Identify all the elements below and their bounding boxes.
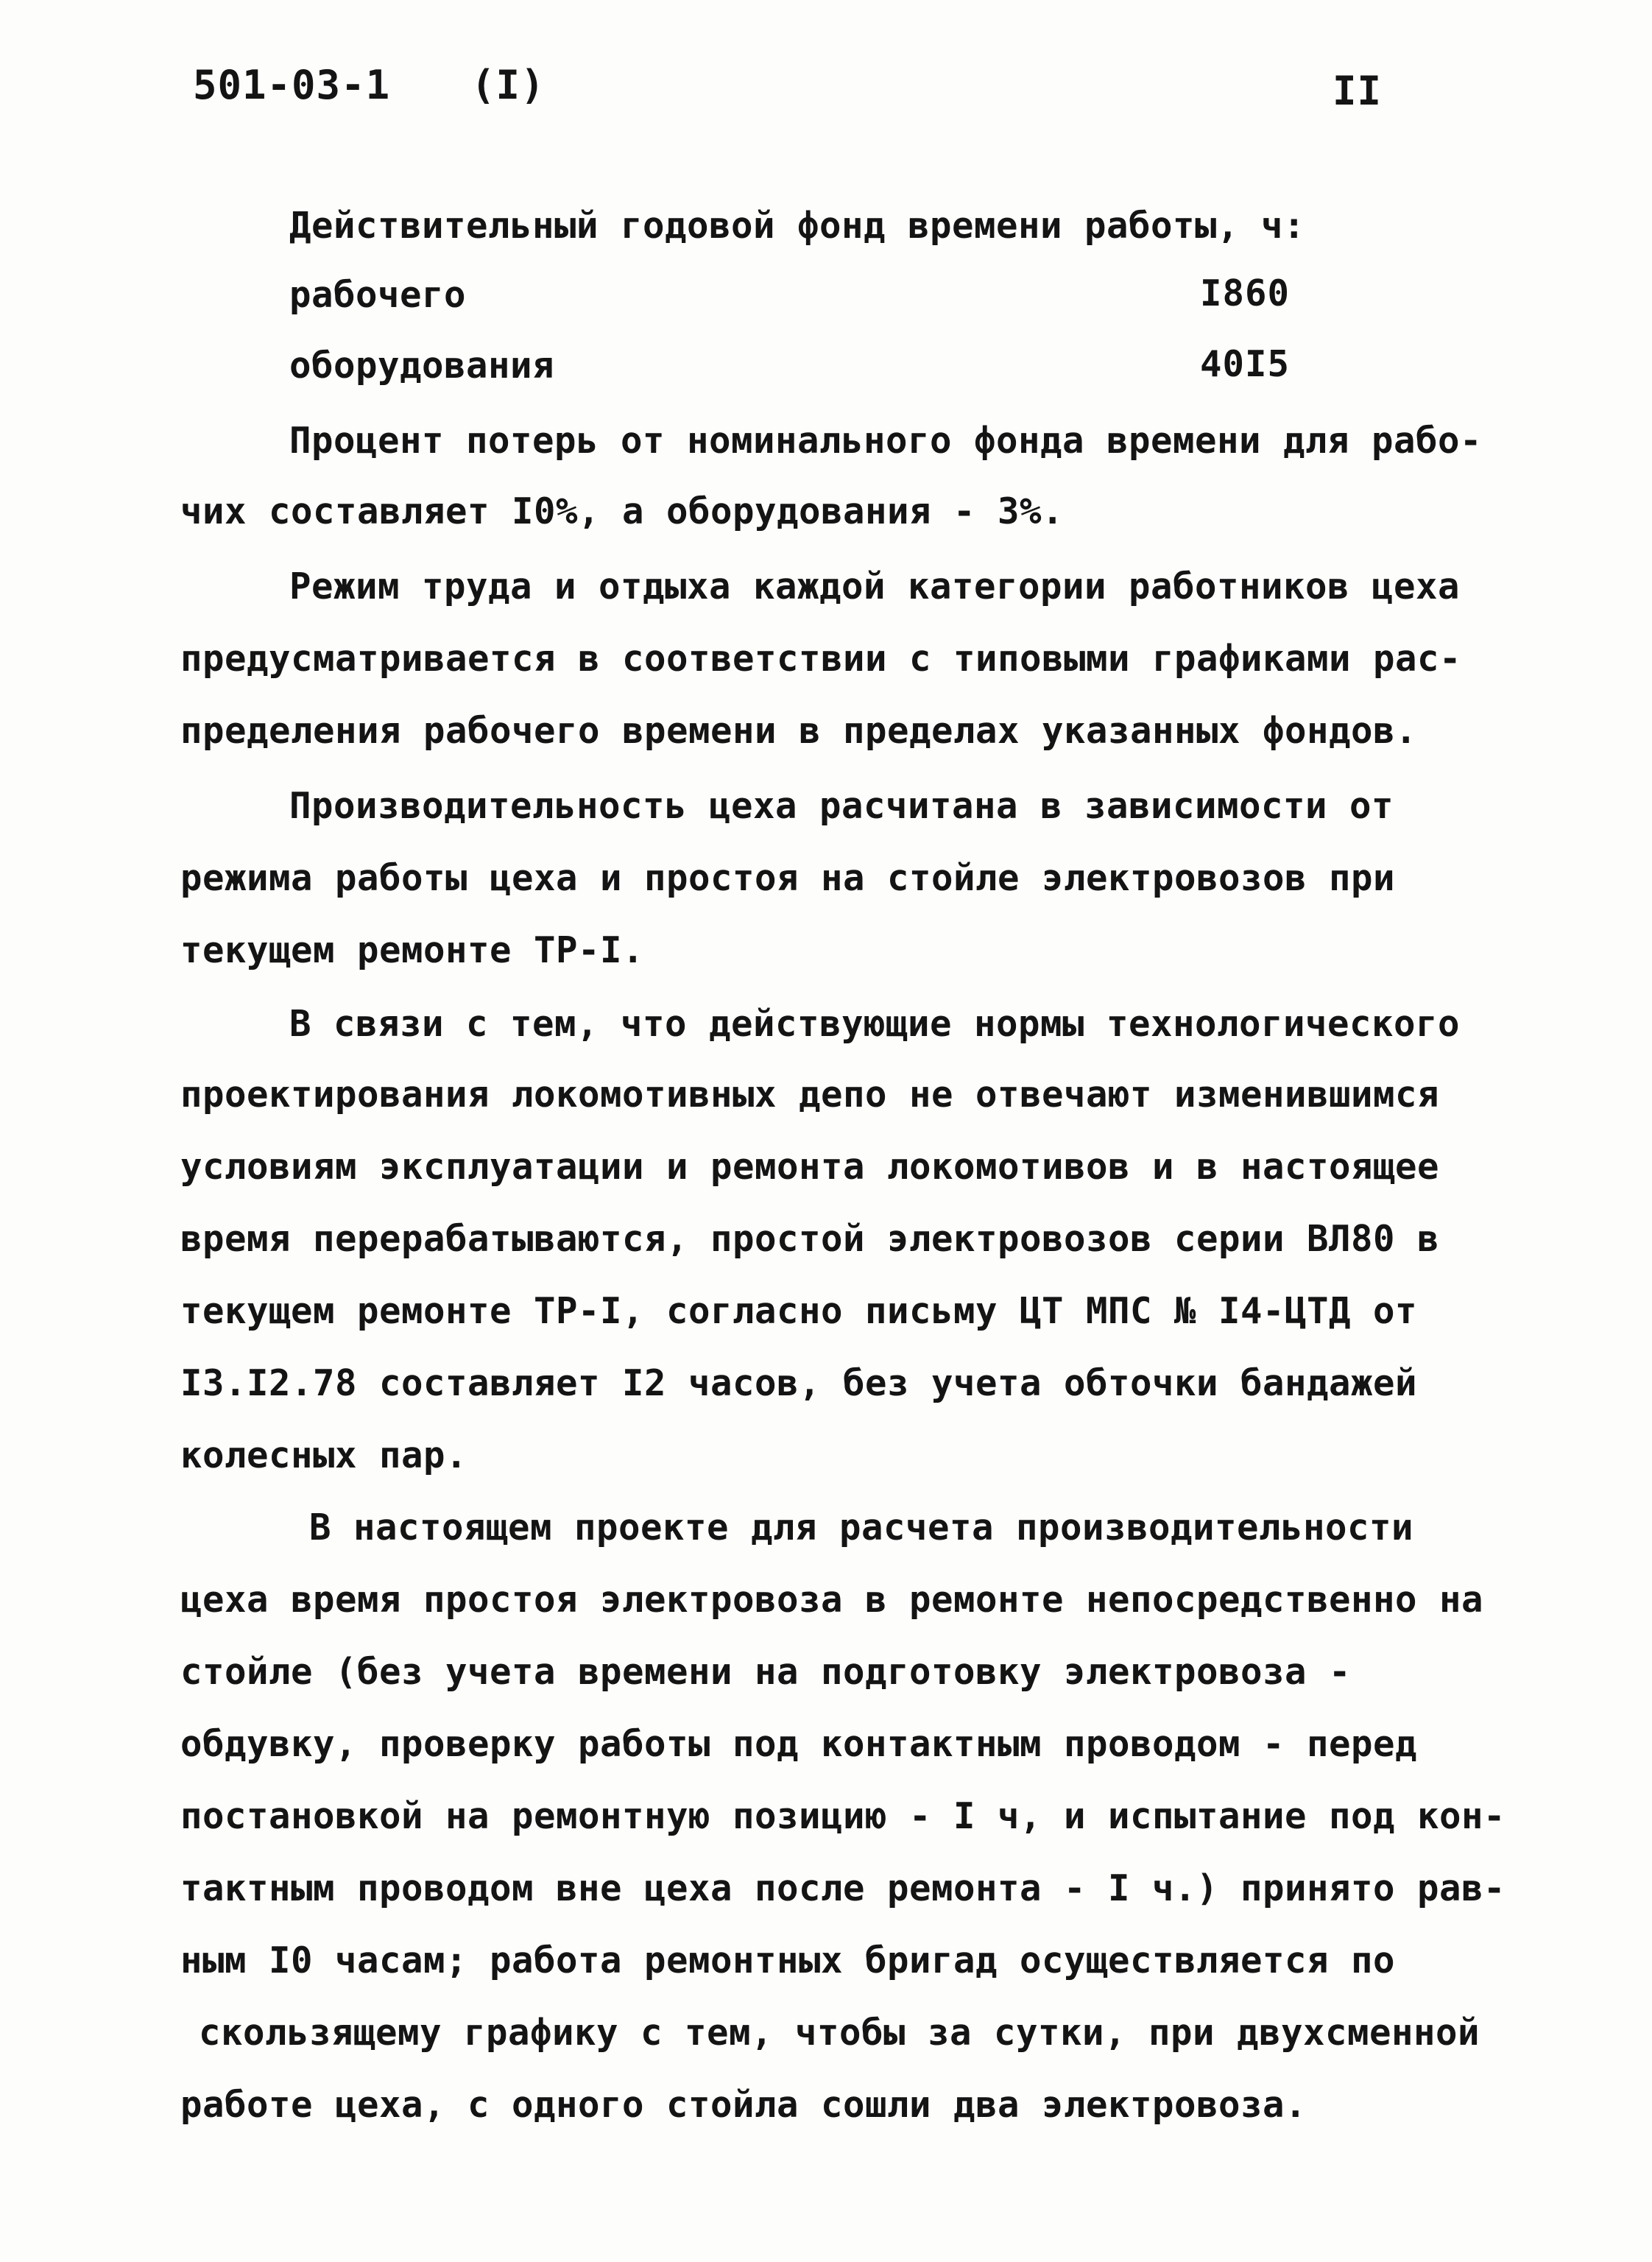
body-line: текущем ремонте ТР-I. [180, 929, 645, 971]
page-number: II [1332, 68, 1383, 114]
body-line: В связи с тем, что действующие нормы технологического [289, 1003, 1461, 1045]
body-line: чих составляет I0%, а оборудования - 3%. [180, 490, 1065, 532]
fund-row-label-worker: рабочего [289, 274, 467, 316]
document-code: 501-03-1 [193, 62, 391, 108]
body-line: Производительность цеха расчитана в зависимости от [289, 785, 1394, 827]
body-line: время перерабатываются, простой электровозов серии ВЛ80 в [180, 1218, 1440, 1260]
body-line: В настоящем проекте для расчета производительности [309, 1507, 1414, 1548]
body-line: скользящему графику с тем, чтобы за сутки, при двухсменной [199, 2012, 1480, 2054]
body-line: постановкой на ремонтную позицию - I ч, и испытание под кон- [180, 1795, 1506, 1837]
body-line: стойле (без учета времени на подготовку электровоза - [180, 1651, 1352, 1693]
fund-title: Действительный годовой фонд времени работы, ч: [289, 205, 1306, 247]
body-line: текущем ремонте ТР-I, согласно письму ЦТ МПС № I4-ЦТД от [180, 1290, 1418, 1332]
document-part: (I) [471, 62, 546, 108]
body-line: проектирования локомотивных депо не отвечают изменившимся [180, 1074, 1440, 1116]
body-line: колесных пар. [180, 1434, 468, 1476]
fund-row-label-equipment: оборудования [289, 345, 555, 387]
body-line: предусматривается в соответствии с типовыми графиками рас- [180, 638, 1462, 680]
body-line: тактным проводом вне цеха после ремонта - I ч.) принято рав- [180, 1867, 1506, 1909]
body-line: условиям эксплуатации и ремонта локомотивов и в настоящее [180, 1146, 1440, 1188]
body-line: пределения рабочего времени в пределах указанных фондов. [180, 710, 1418, 752]
body-line: ным I0 часам; работа ремонтных бригад осуществляется по [180, 1939, 1396, 1981]
body-line: режима работы цеха и простоя на стойле электровозов при [180, 857, 1396, 899]
body-line: Процент потерь от номинального фонда времени для рабо- [289, 420, 1483, 462]
fund-row-value-worker: I860 [1200, 272, 1291, 314]
body-line: Режим труда и отдыха каждой категории работников цеха [289, 566, 1461, 607]
fund-row-value-equipment: 40I5 [1200, 343, 1291, 385]
body-line: обдувку, проверку работы под контактным проводом - перед [180, 1723, 1418, 1765]
body-line: цеха время простоя электровоза в ремонте непосредственно на [180, 1579, 1484, 1621]
body-line: I3.I2.78 составляет I2 часов, без учета обточки бандажей [180, 1362, 1418, 1404]
body-line: работе цеха, с одного стойла сошли два электровоза. [180, 2084, 1307, 2126]
